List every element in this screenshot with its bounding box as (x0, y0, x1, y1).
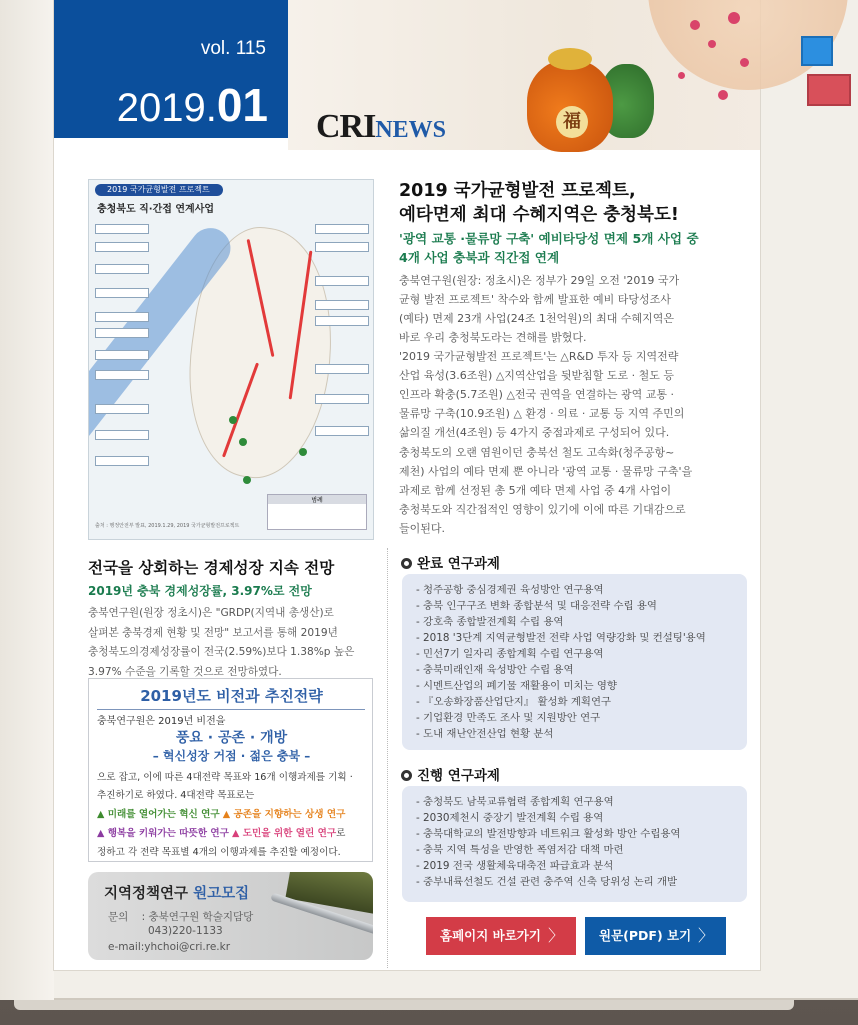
recruit-title (104, 882, 249, 903)
blossom-icon (678, 72, 685, 79)
list-item: - 기업환경 만족도 조사 및 지원방안 연구 (416, 712, 601, 724)
ongoing-research-list (402, 786, 747, 902)
paragraph-line: 균형 발전 프로젝트' 착수와 함께 발표한 예비 타당성조사 (399, 293, 671, 306)
list-item: - 충북미래인재 육성방안 수립 용역 (416, 664, 574, 676)
project-map (88, 179, 374, 540)
strategy-innovation: ▲ 미래를 열어가는 혁신 연구 (97, 809, 220, 820)
logo-cri: CRI (316, 108, 376, 145)
vision-title: 2019년도 비전과 추진전략 (140, 687, 323, 705)
article-paragraph-1 (399, 271, 744, 347)
paragraph-line: 충북연구원(원장: 정초시)은 정부가 29일 오전 '2019 국가 (399, 274, 680, 287)
vision-strategies-2 (97, 825, 345, 839)
strategy-coexistence: ▲ 공존을 지향하는 상생 연구 (222, 809, 346, 820)
article-paragraph-3 (399, 443, 744, 538)
list-item: - 충청북도 남북교류협력 종합계획 연구용역 (416, 796, 614, 808)
list-item: - 충북 지역 특성을 반영한 폭염저감 대책 마련 (416, 844, 624, 856)
list-item: - 2030제천시 중장기 발전계획 수립 용역 (416, 812, 604, 824)
map-label (95, 430, 149, 440)
paragraph-line: 인프라 확충(5.7조원) △전국 권역을 연결하는 광역 교통 · (399, 388, 675, 401)
vision-line-1: 으로 잡고, 이에 따른 4대전략 목표와 16개 이행과제를 기획 · (97, 772, 353, 783)
recruit-email[interactable]: e-mail:yhchoi@cri.re.kr (108, 941, 231, 953)
list-item: - 강호축 종합발전계획 수립 용역 (416, 616, 564, 628)
logo-news: NEWS (375, 117, 447, 143)
blossom-icon (708, 40, 716, 48)
blossom-icon (728, 12, 740, 24)
list-item: - 도내 재난안전산업 현황 분석 (416, 728, 554, 740)
map-label (315, 300, 369, 310)
growth-subtitle: 2019년 충북 경제성장률, 3.97%로 전망 (88, 584, 312, 598)
map-label (95, 224, 149, 234)
vision-strategies-1 (97, 806, 345, 820)
growth-title: 전국을 상회하는 경제성장 지속 전망 (88, 559, 335, 577)
vision-intro: 충북연구원은 2019년 비전을 (97, 716, 226, 727)
map-badge: 2019 국가균형발전 프로젝트 (95, 184, 223, 196)
issue-month: 01 (216, 79, 268, 131)
article-paragraph-2 (399, 347, 744, 442)
paragraph-line: 충청북도의경제성장률이 전국(2.59%)보다 1.38%p 높은 (88, 646, 355, 658)
map-label (95, 328, 149, 338)
issue-year: 2019. (116, 86, 217, 130)
map-label (315, 364, 369, 374)
map-label (95, 370, 149, 380)
recruit-title-b: 원고모집 (193, 886, 250, 902)
subhead-line: '광역 교통 ·물류망 구축' 예비타당성 면제 5개 사업 중 (399, 231, 699, 246)
map-label (95, 404, 149, 414)
list-item: - 민선7기 일자리 종합계획 수립 연구용역 (416, 648, 604, 660)
map-label (95, 264, 149, 274)
book-spine (0, 0, 54, 1000)
paragraph-line: 살펴본 충북경제 현황 및 전망" 보고서를 통해 2019년 (88, 626, 338, 639)
map-marker (299, 448, 307, 456)
map-caption: 출처 : 행정안전부 발표, 2019.1.29, 2019 국가균형발전프로젝트 (95, 523, 240, 529)
homepage-button[interactable] (426, 917, 576, 955)
list-item: - 청주공항 중심경제권 육성방안 연구용역 (416, 584, 604, 596)
strategy-open: ▲ 도민을 위한 열린 연구 (232, 828, 337, 839)
chevron-right-icon: 〉 (547, 926, 564, 945)
list-item: - 충북대학교의 발전방향과 네트워크 활성화 방안 수립용역 (416, 828, 681, 840)
manuscript-recruit-banner[interactable] (88, 872, 373, 960)
vision-line-2: 추진하기로 하였다. 4대전략 목표로는 (97, 790, 255, 801)
recruit-contact (108, 909, 253, 924)
paragraph-line: 바로 우리 충청북도라는 견해를 밝혔다. (399, 331, 587, 344)
headline-line: 2019 국가균형발전 프로젝트, (399, 181, 636, 201)
blossom-icon (718, 90, 728, 100)
completed-research-list (402, 574, 747, 750)
bookmark-tab-blue[interactable] (801, 36, 833, 66)
fortune-seal-icon: 福 (556, 106, 588, 138)
list-item: - 시멘트산업의 폐기물 재활용이 미치는 영향 (416, 680, 617, 692)
vision-box (88, 678, 373, 862)
map-label (95, 288, 149, 298)
map-label (95, 242, 149, 252)
map-legend (267, 494, 367, 530)
growth-body (88, 604, 378, 682)
completed-research-title: 완료 연구과제 (417, 556, 500, 572)
recruit-phone: 043)220-1133 (148, 925, 223, 937)
map-title: 충청북도 직·간접 연계사업 (97, 204, 215, 215)
ongoing-research-title: 진행 연구과제 (417, 768, 500, 784)
ongoing-research-heading (401, 764, 500, 784)
map-label (315, 242, 369, 252)
contact-value: : 충북연구원 학술지담당 (141, 911, 254, 923)
contact-label: 문의 (108, 911, 129, 923)
map-marker (229, 416, 237, 424)
map-label (315, 316, 369, 326)
completed-research-heading (401, 552, 500, 572)
blossom-icon (690, 20, 700, 30)
volume-number: vol. 115 (200, 38, 266, 59)
pdf-view-button-label: 원문(PDF) 보기 (599, 928, 692, 943)
circle-bullet-icon (401, 770, 412, 781)
paragraph-line: 제천) 사업의 예타 면제 뿐 아니라 '광역 교통 · 물류망 구축'을 (399, 465, 693, 478)
homepage-button-label: 홈페이지 바로가기 (440, 928, 541, 943)
column-divider (387, 548, 388, 968)
map-label (315, 224, 369, 234)
list-item: - 2019 전국 생활체육대축전 파급효과 분석 (416, 860, 614, 872)
issue-block (54, 0, 288, 138)
paragraph-line: 충청북도와 직간접적인 영향이 있기에 이에 따른 기대감으로 (399, 503, 686, 516)
paragraph-line: 삶의질 개선(4조원) 등 4가지 중점과제로 구성되어 있다. (399, 426, 670, 439)
paragraph-line: 들이된다. (399, 522, 446, 535)
strategy-tail: 로 (336, 828, 346, 839)
list-item: - 중부내륙선철도 건설 관련 충주역 신축 당위성 논리 개발 (416, 876, 678, 888)
paragraph-line: 산업 육성(3.6조원) △지역산업을 뒷받침할 도로 · 철도 등 (399, 369, 675, 382)
map-label (315, 276, 369, 286)
vision-slogan: 풍요 · 공존 · 개방 (175, 730, 288, 746)
legend-title: 범례 (268, 495, 366, 504)
circle-bullet-icon (401, 558, 412, 569)
headline-line: 예타면제 최대 수혜지역은 충청북도! (399, 205, 679, 225)
map-marker (239, 438, 247, 446)
list-item: - 『오송화장품산업단지』 활성화 계획연구 (416, 696, 612, 708)
article-subhead (399, 229, 744, 267)
paragraph-line: (예타) 면제 23개 사업(24조 1천억원)의 최대 수혜지역은 (399, 312, 675, 325)
paragraph-line: 과제로 함께 선정된 총 5개 예타 면제 사업 중 4개 사업이 (399, 484, 672, 497)
paragraph-line: 물류망 구축(10.9조원) △ 환경 · 의료 · 교통 등 지역 주민의 (399, 407, 685, 420)
paragraph-line: 충북연구원(원장 정초시)은 "GRDP(지역내 총생산)로 (88, 607, 334, 619)
chevron-right-icon: 〉 (697, 926, 714, 945)
map-label (315, 426, 369, 436)
paragraph-line: 충청북도의 오랜 염원이던 충북선 철도 고속화(청주공항~ (399, 446, 675, 459)
subhead-line: 4개 사업 충북과 직간접 연계 (399, 250, 560, 265)
strategy-happiness: ▲ 행복을 키워가는 따뜻한 연구 (97, 828, 229, 839)
map-marker (243, 476, 251, 484)
list-item: - 2018 '3단계 지역균형발전 전략 사업 역량강화 및 컨설팅'용역 (416, 632, 706, 644)
vision-slogan-sub: – 혁신성장 거점 · 젊은 충북 – (152, 749, 311, 763)
map-label (315, 394, 369, 404)
paragraph-line: '2019 국가균형발전 프로젝트'는 △R&D 투자 등 지역전략 (399, 350, 679, 363)
list-item: - 충북 인구구조 변화 종합분석 및 대응전략 수립 용역 (416, 600, 657, 612)
map-label (95, 350, 149, 360)
article-headline (399, 179, 744, 227)
map-label (95, 312, 149, 322)
bookmark-tab-red[interactable] (807, 74, 851, 106)
blossom-icon (740, 58, 749, 67)
pouch-knot-icon (548, 48, 592, 70)
map-label (95, 456, 149, 466)
vision-line-3: 정하고 각 전략 목표별 4개의 이행과제를 추진할 예정이다. (97, 847, 341, 858)
issue-date (117, 78, 268, 132)
pdf-view-button[interactable] (585, 917, 726, 955)
recruit-title-a: 지역정책연구 (104, 886, 189, 902)
cri-news-logo (316, 108, 446, 146)
vision-title-underline (97, 709, 365, 710)
paragraph-line: 3.97% 수준을 기록할 것으로 전망하였다. (88, 665, 282, 678)
